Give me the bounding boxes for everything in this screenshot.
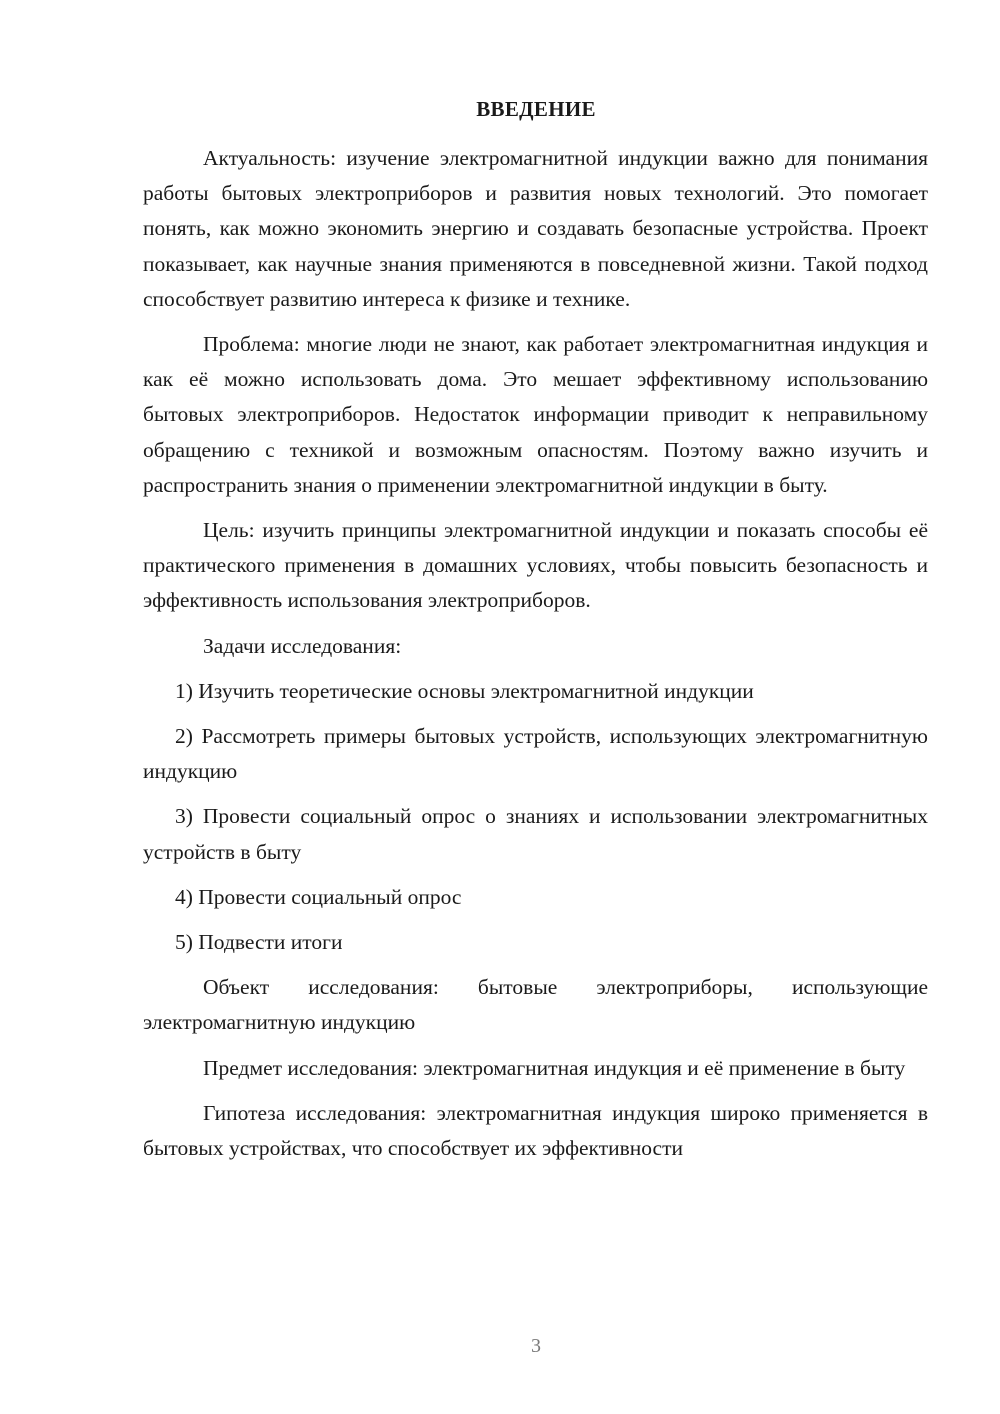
paragraph-subject: Предмет исследования: электромагнитная индукция и её применение в быту <box>203 1055 906 1080</box>
tasks-heading: Задачи исследования: <box>203 633 402 658</box>
document-body <box>143 141 928 1176</box>
paragraph-problem: Проблема: многие люди не знают, как работает электромагнитная индукция и как её можно использовать дома. Это мешает эффективному использованию бытовых электроприборов. Недостаток информации приводит к неправильному обращению с техникой и возможным опасностям. Поэтому важно изучить и распространить знания о применении электромагнитной индукции в быту. <box>143 332 928 497</box>
paragraph-relevance: Актуальность: изучение электромагнитной индукции важно для понимания работы бытовых электроприборов и развития новых технологий. Это помогает понять, как можно экономить энергию и создавать безопасные устройства. Проект показывает, как научные знания применяются в повседневной жизни. Такой подход способствует развитию интереса к физике и технике. <box>143 146 928 311</box>
task-item-4: 4) Провести социальный опрос <box>175 884 462 909</box>
task-item-2: 2) Рассмотреть примеры бытовых устройств, использующих электромагнитную индукцию <box>143 724 928 784</box>
paragraph-goal: Цель: изучить принципы электромагнитной индукции и показать способы её практического применения в домашних условиях, чтобы повысить безопасность и эффективность использования электроприборов. <box>143 518 928 613</box>
task-item-1: 1) Изучить теоретические основы электромагнитной индукции <box>175 678 754 703</box>
paragraph-object: Объект исследования: бытовые электроприборы, использующие электромагнитную индукцию <box>143 975 928 1035</box>
paragraph-hypothesis: Гипотеза исследования: электромагнитная индукция широко применяется в бытовых устройствах, что способствует их эффективности <box>143 1100 928 1161</box>
task-item-3: 3) Провести социальный опрос о знаниях и использовании электромагнитных устройств в быту <box>143 804 928 864</box>
page-number: 3 <box>531 1335 541 1357</box>
page-title: ВВЕДЕНИЕ <box>476 97 596 121</box>
task-item-5: 5) Подвести итоги <box>175 930 343 955</box>
